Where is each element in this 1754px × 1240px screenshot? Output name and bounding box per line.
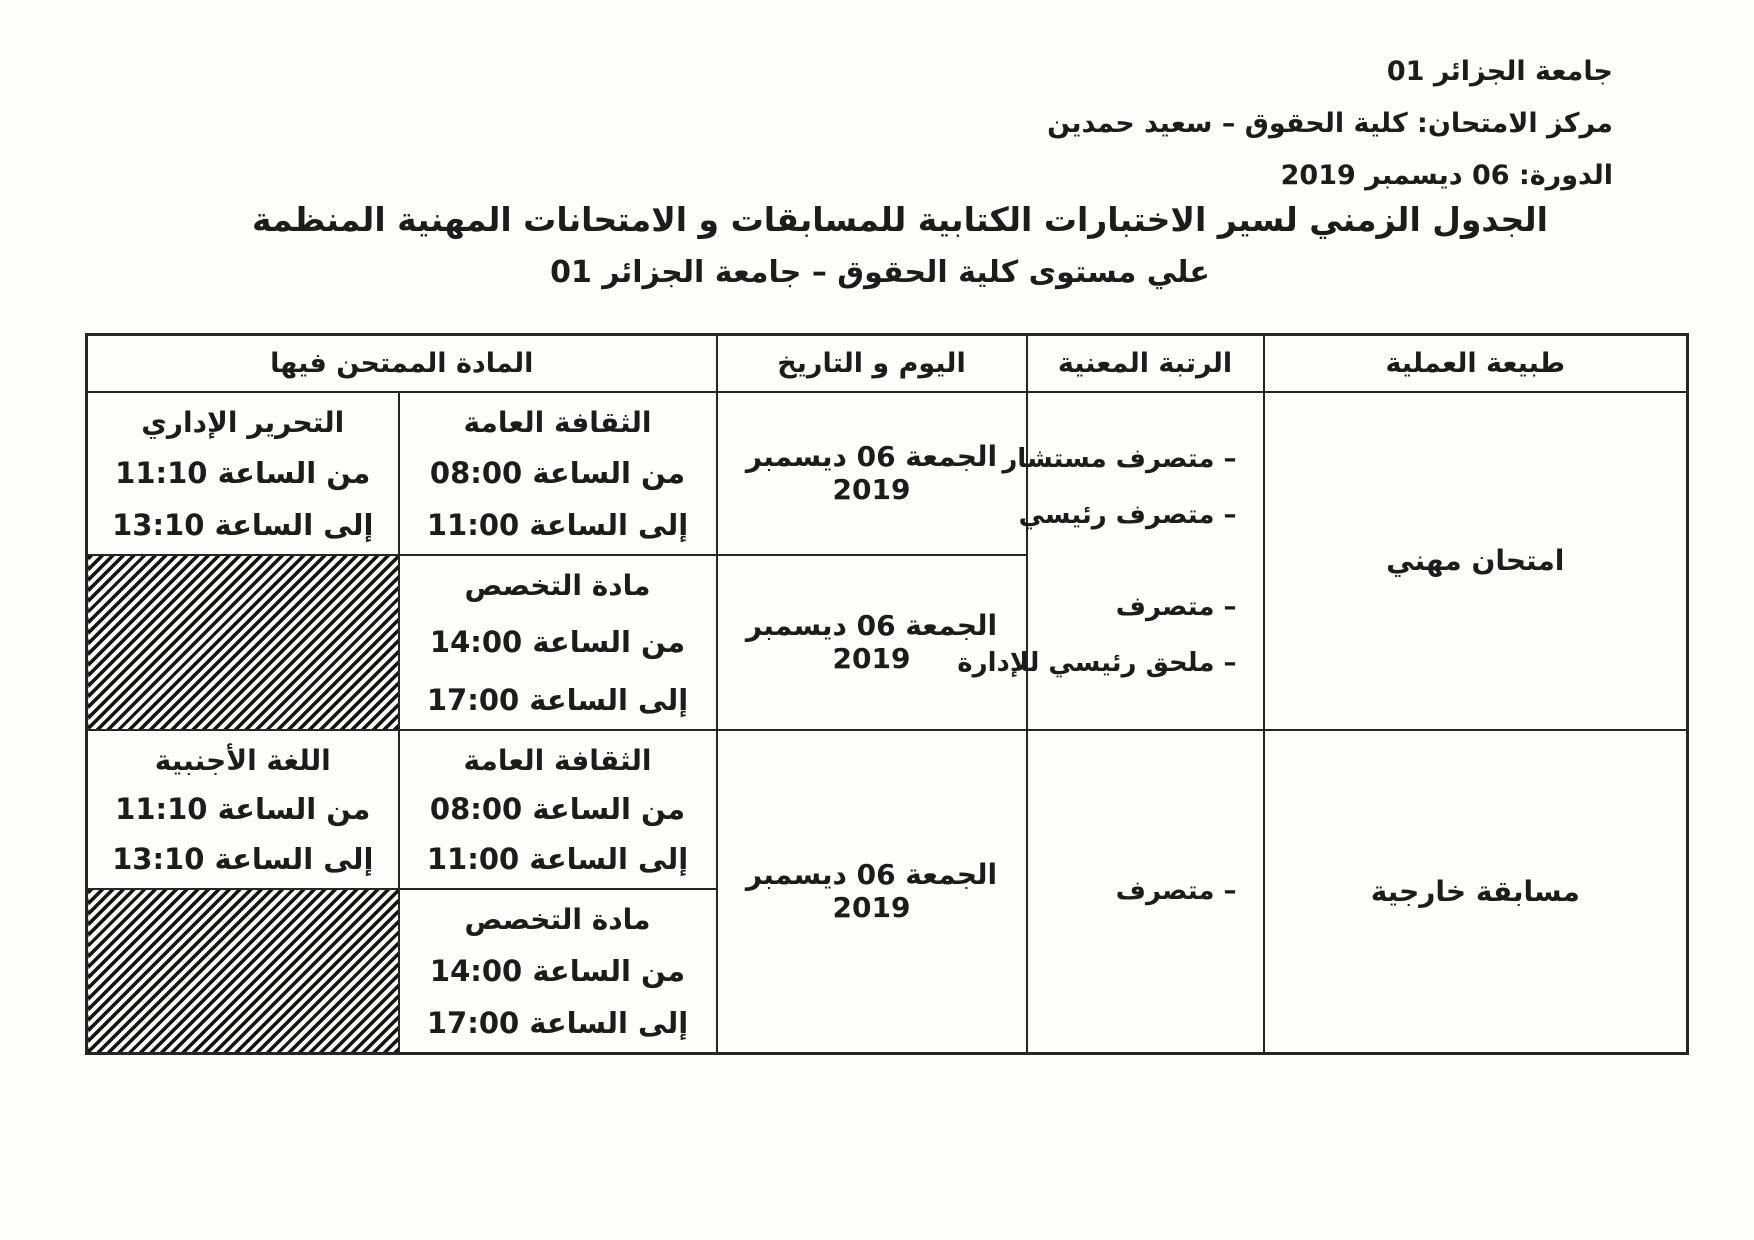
subject-name: مادة التخصص <box>464 568 651 602</box>
session-date: الدورة: 06 ديسمبر 2019 <box>1280 160 1613 191</box>
exam-schedule-table <box>85 333 1689 1055</box>
subject-block <box>88 393 398 554</box>
date-cell: الجمعة 06 ديسمبر 2019 <box>717 555 1027 730</box>
subject-time-to: إلى الساعة 13:10 <box>112 841 374 876</box>
exam-center: مركز الامتحان: كلية الحقوق – سعيد حمدين <box>1047 108 1613 139</box>
nature-external-competition: مسابقة خارجية <box>1264 730 1688 1054</box>
subject-cell-specialty <box>399 889 717 1054</box>
col-header-subject: المادة الممتحن فيها <box>87 335 717 392</box>
rank-item: – متصرف <box>1115 876 1237 907</box>
subject-time-to: إلى الساعة 11:00 <box>426 507 689 542</box>
subject-cell-foreign-language <box>87 730 399 889</box>
table-row <box>87 730 1688 889</box>
ranks-external-competition <box>1027 730 1264 1054</box>
university-name: جامعة الجزائر 01 <box>1386 56 1613 87</box>
subject-time-from: من الساعة 11:10 <box>115 456 371 490</box>
subject-time-from: من الساعة 08:00 <box>429 792 686 826</box>
date-cell: الجمعة 06 ديسمبر 2019 <box>717 730 1027 1054</box>
rank-item: – متصرف <box>1115 591 1237 622</box>
subject-time-to: إلى الساعة 17:00 <box>426 1006 689 1040</box>
subject-block <box>88 731 398 888</box>
subject-time-from: من الساعة 08:00 <box>429 456 686 490</box>
subject-cell-specialty <box>399 555 717 730</box>
subject-time-from: من الساعة 14:00 <box>429 953 686 988</box>
subject-name: مادة التخصص <box>464 902 651 936</box>
ranks-professional-exam <box>957 392 1264 730</box>
subject-name: الثقافة العامة <box>463 405 652 439</box>
subject-time-from: من الساعة 11:10 <box>115 792 371 826</box>
subject-name: الثقافة العامة <box>463 743 652 777</box>
subject-cell-general-culture <box>399 392 717 555</box>
subject-block <box>400 731 716 888</box>
subject-name: اللغة الأجنبية <box>154 743 331 777</box>
rank-list <box>1028 731 1263 1053</box>
col-header-nature: طبيعة العملية <box>1264 335 1688 392</box>
hatched-empty-cell <box>87 889 399 1054</box>
document-meta <box>1047 46 1613 202</box>
subject-block <box>400 890 716 1053</box>
col-header-rank: الرتبة المعنية <box>1027 335 1264 392</box>
rank-list <box>957 393 1263 729</box>
rank-item: – ملحق رئيسي للإدارة <box>957 647 1237 678</box>
col-header-day-date: اليوم و التاريخ <box>717 335 1027 392</box>
subject-block <box>400 556 716 729</box>
subject-time-to: إلى الساعة 11:00 <box>426 841 689 876</box>
subject-cell-admin-writing <box>87 392 399 555</box>
hatched-empty-cell <box>87 555 399 730</box>
date-cell: الجمعة 06 ديسمبر 2019 <box>717 392 1027 555</box>
table-header-row <box>87 335 1688 392</box>
subject-block <box>400 393 716 554</box>
subject-time-to: إلى الساعة 13:10 <box>112 507 374 542</box>
document-title-line1: الجدول الزمني لسير الاختبارات الكتابية للمسابقات و الامتحانات المهنية المنظمة <box>252 200 1548 239</box>
rank-item: – متصرف مستشار <box>1002 443 1237 474</box>
subject-time-from: من الساعة 14:00 <box>429 625 686 659</box>
subject-name: التحرير الإداري <box>141 405 345 439</box>
nature-professional-exam: امتحان مهني <box>1264 392 1688 730</box>
rank-item: – متصرف رئيسي <box>1018 499 1237 530</box>
table-row <box>87 392 1688 555</box>
subject-time-to: إلى الساعة 17:00 <box>426 682 689 717</box>
document-title-line2: علي مستوى كلية الحقوق – جامعة الجزائر 01 <box>550 255 1210 290</box>
subject-cell-general-culture <box>399 730 717 889</box>
